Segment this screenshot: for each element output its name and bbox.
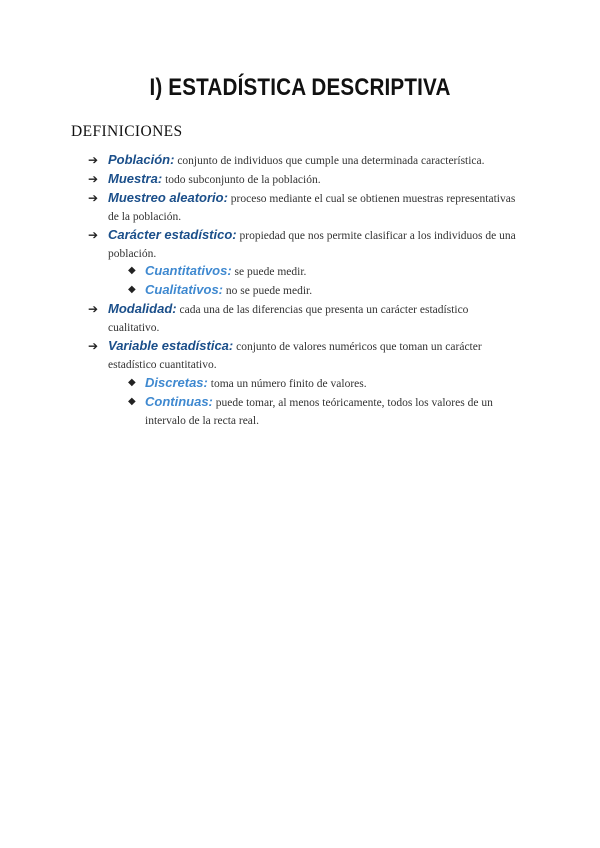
diamond-icon: ◆ — [128, 377, 136, 388]
list-item-muestra — [88, 170, 522, 189]
definition-text: toma un número finito de valores. — [207, 378, 367, 390]
list-item-poblacion — [88, 151, 522, 170]
arrow-right-icon: ➔ — [88, 302, 99, 316]
term: Muestra: — [108, 171, 163, 186]
diamond-icon: ◆ — [128, 265, 136, 276]
arrow-right-icon: ➔ — [88, 172, 99, 186]
list-item-variable-estadistica — [88, 337, 522, 374]
list-item-caracter-estadistico — [88, 226, 522, 263]
definition-text: conjunto de individuos que cumple una determinada característica. — [174, 155, 485, 167]
term: Modalidad: — [108, 301, 177, 316]
diamond-icon: ◆ — [128, 284, 136, 295]
definition-text: cada una de las diferencias que presenta un carácter estadístico cualitativo. — [108, 304, 469, 334]
definition-text: propiedad que nos permite clasificar a los individuos de una población. — [108, 230, 516, 260]
arrow-right-icon: ➔ — [88, 228, 99, 242]
term: Discretas: — [145, 375, 208, 390]
term: Muestreo aleatorio: — [108, 190, 228, 205]
list-item-discretas — [128, 374, 523, 393]
term: Variable estadística: — [108, 338, 234, 353]
diamond-icon: ◆ — [128, 396, 136, 407]
list-item-modalidad — [88, 300, 522, 337]
list-item-cuantitativos — [128, 262, 523, 281]
term: Cualitativos: — [145, 282, 224, 297]
list-item-cualitativos — [128, 281, 523, 300]
arrow-right-icon: ➔ — [88, 339, 99, 353]
arrow-right-icon: ➔ — [88, 191, 99, 205]
definition-text: no se puede medir. — [223, 285, 313, 297]
definition-text: conjunto de valores numéricos que toman un carácter estadístico cuantitativo. — [108, 341, 482, 371]
definition-text: todo subconjunto de la población. — [162, 174, 321, 186]
definition-text: se puede medir. — [231, 266, 307, 278]
page-title: I) ESTADÍSTICA DESCRIPTIVA — [149, 74, 451, 101]
arrow-right-icon: ➔ — [88, 153, 99, 167]
section-heading: DEFINICIONES — [71, 123, 183, 140]
list-item-continuas — [128, 393, 523, 430]
term: Carácter estadístico: — [108, 227, 237, 242]
definition-text: puede tomar, al menos teóricamente, todos los valores de un intervalo de la recta real. — [145, 397, 493, 427]
term: Continuas: — [145, 394, 213, 409]
list-item-muestreo-aleatorio — [88, 189, 522, 226]
definition-text: proceso mediante el cual se obtienen muestras representativas de la población. — [108, 193, 516, 223]
term: Cuantitativos: — [145, 263, 232, 278]
term: Población: — [108, 152, 175, 167]
